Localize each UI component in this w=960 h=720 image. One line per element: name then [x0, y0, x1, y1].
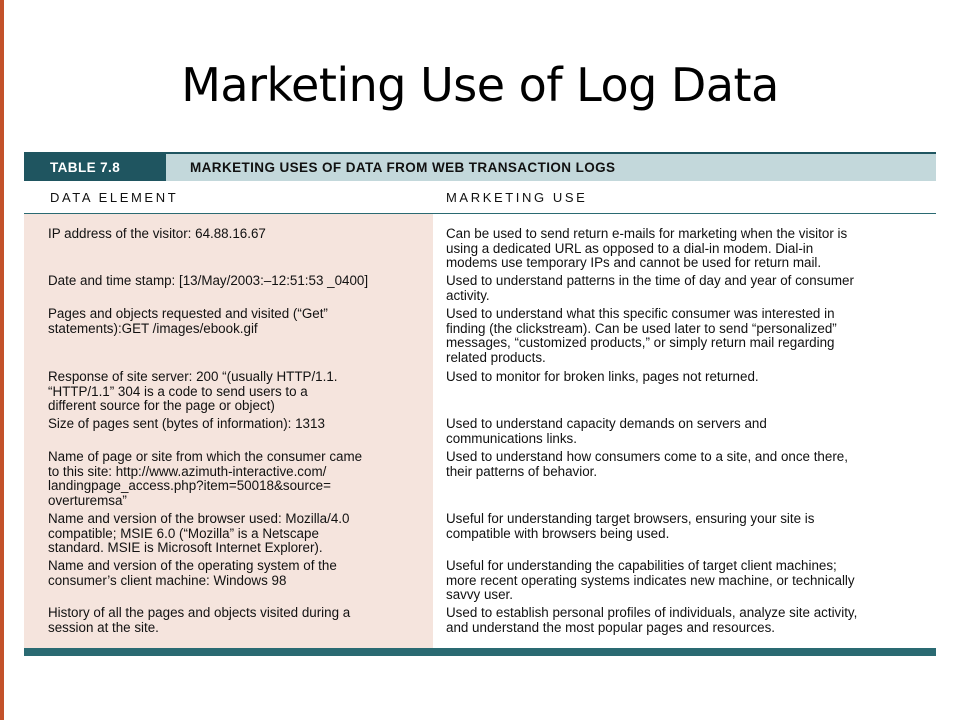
marketing-use-cell: Used to understand patterns in the time of day and year of consumer activity. — [446, 273, 854, 303]
marketing-use-cell: Useful for understanding the capabilities of target client machines; more recent operating systems indicates new machine, or technically savvy user. — [446, 558, 855, 602]
data-element-cell: Size of pages sent (bytes of information): 1313 — [48, 416, 325, 431]
marketing-use-cell: Useful for understanding target browsers, ensuring your site is compatible with browsers being used. — [446, 511, 815, 541]
marketing-use-cell: Used to establish personal profiles of individuals, analyze site activity, and understand the most popular pages and resources. — [446, 605, 858, 635]
table-caption: MARKETING USES OF DATA FROM WEB TRANSACTION LOGS — [190, 160, 616, 175]
slide-title: Marketing Use of Log Data — [181, 58, 779, 112]
data-element-cell: Pages and objects requested and visited (“Get” statements):GET /images/ebook.gif — [48, 306, 328, 336]
column-headers — [24, 181, 936, 214]
data-element-cell: Response of site server: 200 “(usually HTTP/1.1. “HTTP/1.1” 304 is a code to send users to a different source for the page or object) — [48, 369, 338, 413]
data-element-cell: IP address of the visitor: 64.88.16.67 — [48, 226, 266, 241]
column-header-data-element: DATA ELEMENT — [50, 190, 179, 205]
table-footer-bar — [24, 648, 936, 656]
table-number: TABLE 7.8 — [24, 154, 166, 181]
marketing-use-cell: Used to understand capacity demands on servers and communications links. — [446, 416, 767, 446]
marketing-use-cell: Used to understand what this specific consumer was interested in finding (the clickstream). Can be used later to send “personalized” messages, “customized products,” or simply return mail regarding related products. — [446, 306, 837, 365]
data-element-cell: Name and version of the browser used: Mozilla/4.0 compatible; MSIE 6.0 (“Mozilla” is a Netscape standard. MSIE is Microsoft Internet Explorer). — [48, 511, 350, 555]
data-element-cell: Name and version of the operating system of the consumer’s client machine: Windows 98 — [48, 558, 337, 588]
data-element-cell: Date and time stamp: [13/May/2003:–12:51:53 _0400] — [48, 273, 369, 288]
data-element-cell: Name of page or site from which the consumer came to this site: http://www.azimuth-interactive.com/ landingpage_access.php?item=50018&source= overturemsa” — [48, 449, 363, 508]
marketing-use-cell: Can be used to send return e-mails for marketing when the visitor is using a dedicated URL as opposed to a dial-in modem. Dial-in modems use temporary IPs and cannot be used for return mail. — [446, 226, 848, 270]
data-element-cell: History of all the pages and objects visited during a session at the site. — [48, 605, 351, 635]
marketing-use-cell: Used to monitor for broken links, pages not returned. — [446, 369, 759, 384]
column-header-marketing-use: MARKETING USE — [446, 190, 588, 205]
table-header — [24, 152, 936, 181]
data-table — [24, 152, 936, 656]
marketing-use-cell: Used to understand how consumers come to a site, and once there, their patterns of behavior. — [446, 449, 848, 479]
